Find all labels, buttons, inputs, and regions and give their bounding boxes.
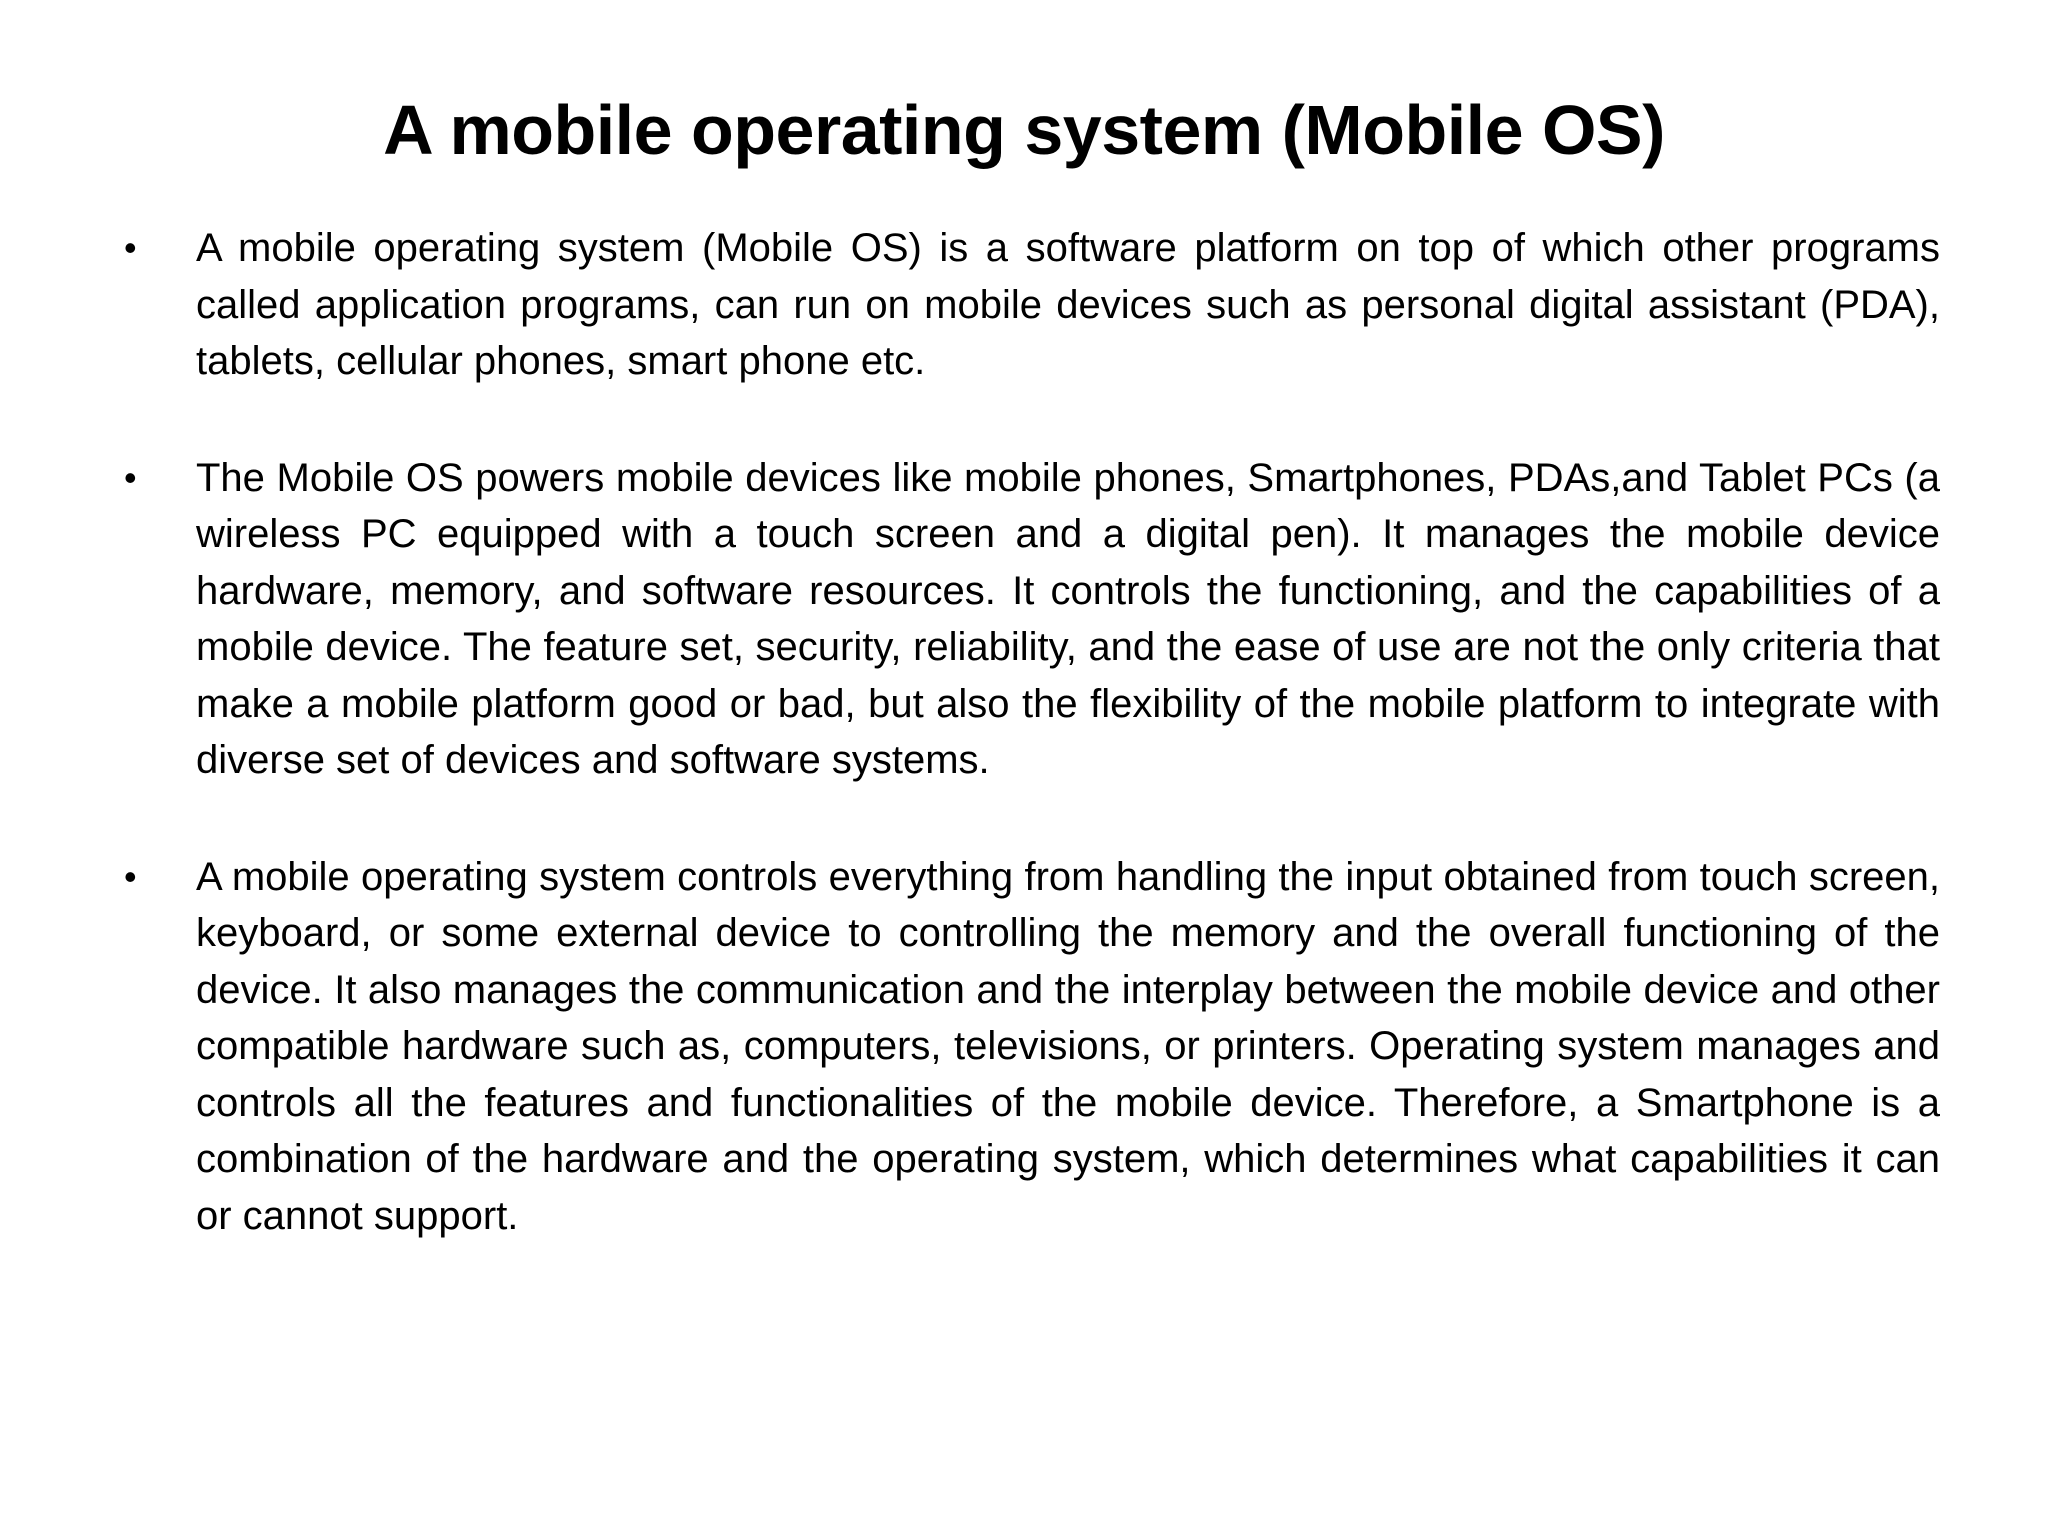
slide-title: A mobile operating system (Mobile OS) — [383, 91, 1665, 169]
bullet-text: A mobile operating system controls everything from handling the input obtained from touch screen, keyboard, or some external device to controlling the memory and the overall functioning of the device. It also manages the communication and the interplay between the mobile device and other compatible hardware such as, computers, televisions, or printers. Operating system manages and controls all the features and functionalities of the mobile device. Therefore, a Smartphone is a combination of the hardware and the operating system, which determines what capabilities it can or cannot support. — [196, 854, 1940, 1238]
bullet-item — [118, 450, 1940, 789]
bullet-text: A mobile operating system (Mobile OS) is a software platform on top of which other programs called application programs, can run on mobile devices such as personal digital assistant (PDA), tablets, cellular phones, smart phone etc. — [196, 226, 1940, 383]
bullet-text: The Mobile OS powers mobile devices like mobile phones, Smartphones, PDAs,and Tablet PCs (a wireless PC equipped with a touch screen and a digital pen). It manages the mobile device hardware, memory, and software resources. It controls the functioning, and the capabilities of a mobile device. The feature set, security, reliability, and the ease of use are not the only criteria that make a mobile platform good or bad, but also the flexibility of the mobile platform to integrate with diverse set of devices and software systems. — [196, 455, 1940, 782]
bullet-icon: • — [124, 227, 137, 268]
bullet-icon: • — [124, 855, 137, 897]
bullet-icon: • — [124, 456, 137, 498]
bullet-list — [118, 220, 1940, 1304]
bullet-item — [118, 220, 1940, 390]
bullet-item — [118, 849, 1940, 1245]
